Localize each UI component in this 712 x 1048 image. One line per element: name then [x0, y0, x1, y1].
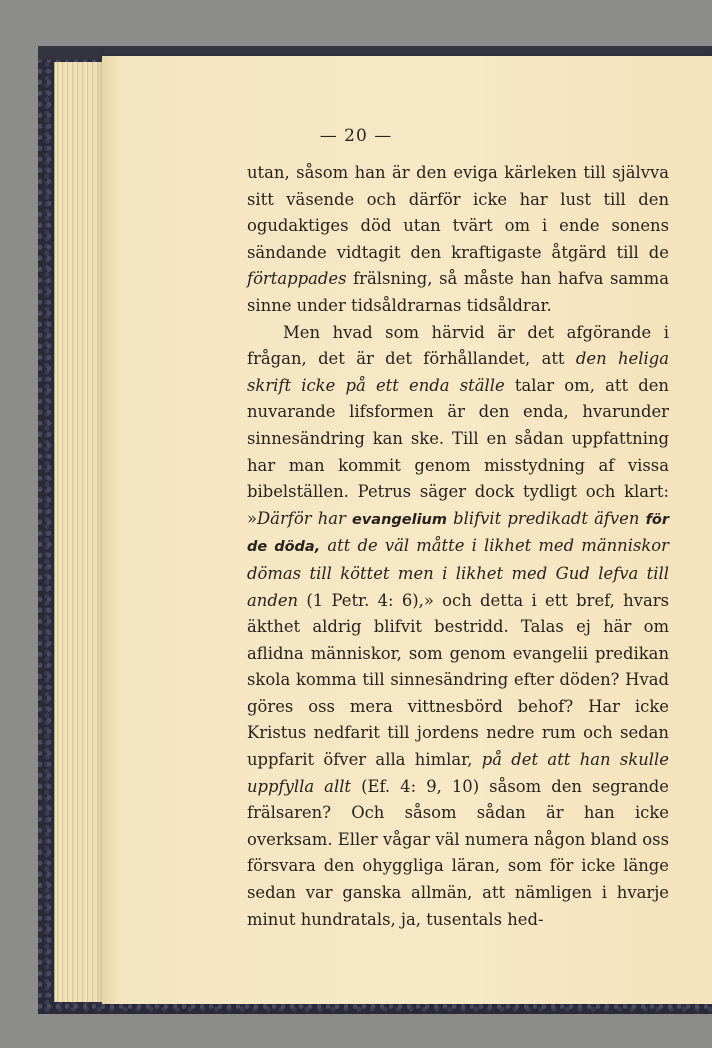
- text-run: förtappades: [247, 269, 347, 289]
- text-run: evangelium: [352, 511, 447, 528]
- text-run: (1 Petr. 4: 6),» och detta i ett bref, hvars äkthet aldrig blifvit bestridd. Talas ej här om aflidna människor, som genom evangelii predikan skola komma till sinnesändring efter döden? Hvad göres oss mera vittnesbörd behof? Har icke Kristus nedfarit till jordens nedre rum och sedan uppfarit öfver alla himlar,: [247, 590, 669, 770]
- page-number: — 20 —: [319, 126, 393, 146]
- text-run: den heliga skrift icke på ett enda ställe: [247, 349, 669, 395]
- text-run: på det att han skulle uppfylla allt: [247, 750, 669, 796]
- text-run: frälsning, så måste han hafva samma sinne under tidsåldrarnas tidsåldrar.: [247, 269, 669, 315]
- text-run: Därför har: [257, 508, 352, 528]
- text-run: talar om, att den nuvarande lifsformen är den enda, hvarunder sinnesändring kan ske. Till en sådan uppfattning har man kommit genom misstydning af vissa bibelställen. Petrus säger dock tydligt och klart: »: [247, 375, 669, 528]
- body-text: [247, 160, 669, 933]
- text-run: att de väl måtte i likhet med människor dömas till köttet men i likhet med Gud lefva till anden: [247, 536, 669, 610]
- paragraph-1: [247, 160, 669, 320]
- text-run: för de döda,: [247, 511, 669, 556]
- paragraph-2: [247, 320, 669, 934]
- text-run: utan, såsom han är den eviga kärleken till självva sitt väsende och därför icke har lust till den ogudaktiges död utan tvärt om i ende sonens sändande vidtagit den kraftigaste åtgärd till de: [247, 163, 669, 262]
- text-run: blifvit predikadt äfven: [446, 508, 646, 528]
- page-stack-edges: [54, 62, 109, 1002]
- text-run: Men hvad som härvid är det afgörande i frågan, det är det förhållandet, att: [247, 322, 669, 369]
- text-run: (Ef. 4: 9, 10) såsom den segrande frälsaren? Och såsom sådan är han icke overksam. Eller vågar väl numera någon bland oss försvara den ohyggliga läran, som för icke länge sedan var ganska allmän, att nämligen i hvarje minut hundratals, ja, tusentals hed-: [247, 776, 669, 929]
